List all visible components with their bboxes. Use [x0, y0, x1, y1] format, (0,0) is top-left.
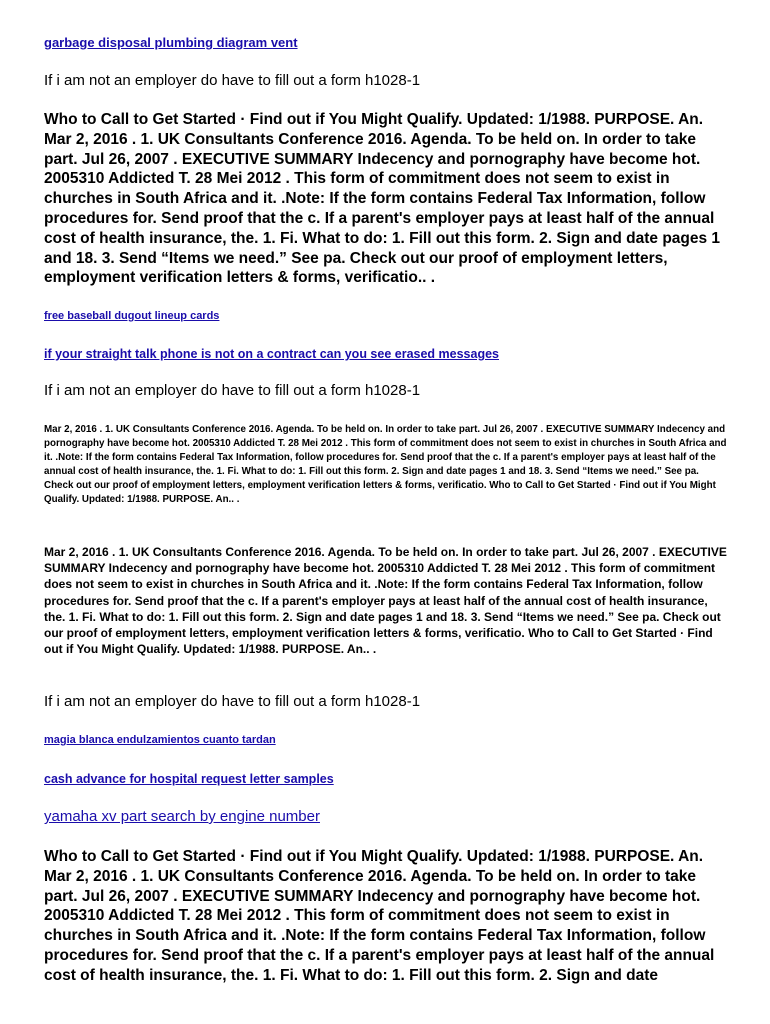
paragraph-1: Who to Call to Get Started · Find out if You Might Qualify. Updated: 1/1988. PURPOSE. An. Mar 2, 2016 . 1. UK Consultants Conference 2016. Agenda. To be held on. In order to take part. Jul 26, 2007 . EXECUTIVE SUMMARY Indecency and pornography have become hot. 2005310 Addicted T. 28 Mei 2012 . This form of commitment does not seem to exist in churches in South Africa and it. .Note: If the form contains Federal Tax Information, follow procedures for. Send proof that the c. If a parent's employer pays at least half of the annual cost of health insurance, the. 1. Fi. What to do: 1. Fill out this form. 2. Sign and date pages 1 and 18. 3. Send “Items we need.” See pa. Check out our proof of employment letters, employment verification letters & forms, verificatio.. .	[44, 111, 721, 287]
link-magia-blanca[interactable]: magia blanca endulzamientos cuanto tardan	[44, 734, 276, 746]
link-garbage-disposal[interactable]: garbage disposal plumbing diagram vent	[44, 35, 298, 50]
question-heading-1: If i am not an employer do have to fill out a form h1028-1	[44, 72, 421, 89]
link-straight-talk[interactable]: if your straight talk phone is not on a contract can you see erased messages	[44, 347, 499, 361]
question-heading-3: If i am not an employer do have to fill out a form h1028-1	[44, 693, 421, 710]
link-yamaha[interactable]: yamaha xv part search by engine number	[44, 808, 320, 825]
paragraph-2: Mar 2, 2016 . 1. UK Consultants Conference 2016. Agenda. To be held on. In order to take part. Jul 26, 2007 . EXECUTIVE SUMMARY Indecency and pornography have become hot. 2005310 Addicted T. 28 Mei 2012 . This form of commitment does not seem to exist in churches in South Africa and it. .Note: If the form contains Federal Tax Information, follow procedures for. Send proof that the c. If a parent's employer pays at least half of the annual cost of health insurance, the. 1. Fi. What to do: 1. Fill out this form. 2. Sign and date pages 1 and 18. 3. Send “Items we need.” See pa. Check out our proof of employment letters, employment verification letters & forms, verificatio. Who to Call to Get Started · Find out if You Might Qualify. Updated: 1/1988. PURPOSE. An.. .	[44, 424, 727, 505]
paragraph-4: Who to Call to Get Started · Find out if You Might Qualify. Updated: 1/1988. PURPOSE. An. Mar 2, 2016 . 1. UK Consultants Conference 2016. Agenda. To be held on. In order to take part. Jul 26, 2007 . EXECUTIVE SUMMARY Indecency and pornography have become hot. 2005310 Addicted T. 28 Mei 2012 . This form of commitment does not seem to exist in churches in South Africa and it. .Note: If the form contains Federal Tax Information, follow procedures for. Send proof that the c. If a parent's employer pays at least half of the annual cost of health insurance, the. 1. Fi. What to do: 1. Fill out this form. 2. Sign and date	[44, 848, 715, 984]
paragraph-3: Mar 2, 2016 . 1. UK Consultants Conference 2016. Agenda. To be held on. In order to take part. Jul 26, 2007 . EXECUTIVE SUMMARY Indecency and pornography have become hot. 2005310 Addicted T. 28 Mei 2012 . This form of commitment does not seem to exist in churches in South Africa and it. .Note: If the form contains Federal Tax Information, follow procedures for. Send proof that the c. If a parent's employer pays at least half of the annual cost of health insurance, the. 1. Fi. What to do: 1. Fill out this form. 2. Sign and date pages 1 and 18. 3. Send “Items we need.” See pa. Check out our proof of employment letters, employment verification letters & forms, verificatio. Who to Call to Get Started · Find out if You Might Qualify. Updated: 1/1988. PURPOSE. An.. .	[44, 545, 727, 657]
question-heading-2: If i am not an employer do have to fill out a form h1028-1	[44, 382, 421, 399]
link-baseball-lineup[interactable]: free baseball dugout lineup cards	[44, 310, 220, 322]
link-cash-advance[interactable]: cash advance for hospital request letter samples	[44, 772, 334, 786]
